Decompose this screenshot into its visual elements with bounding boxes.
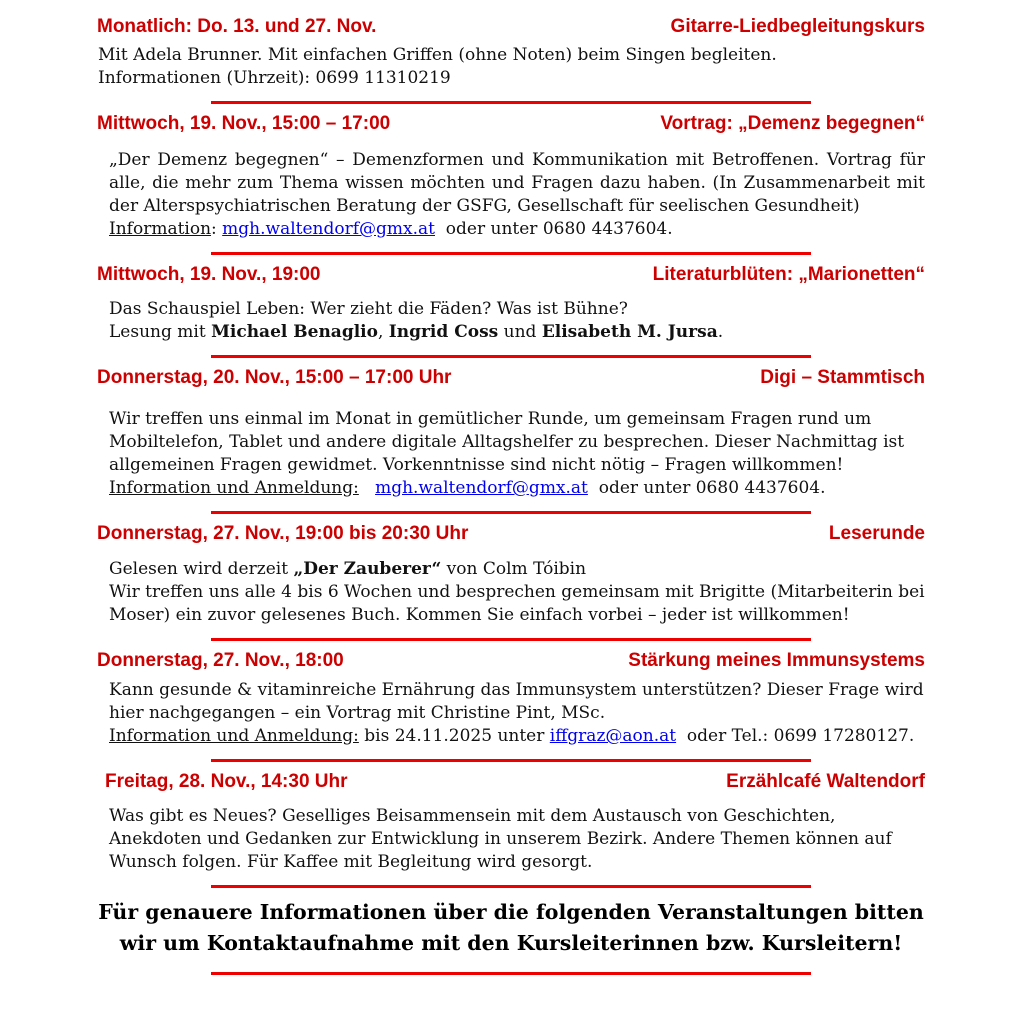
paragraph — [98, 67, 925, 90]
footer-note — [97, 897, 925, 959]
event-date: Donnerstag, 20. Nov., 15:00 – 17:00 Uhr — [97, 367, 452, 388]
bottom-divider — [211, 972, 811, 975]
event-title: Literaturblüten: „Marionetten“ — [652, 264, 925, 285]
event-date: Monatlich: Do. 13. und 27. Nov. — [97, 16, 377, 37]
text-run: . — [717, 322, 724, 342]
text-run: und — [498, 322, 542, 342]
event-section-digi-stammtisch — [97, 367, 925, 500]
event-section-literaturblueten-marionetten — [97, 264, 925, 344]
section-divider — [211, 252, 811, 255]
event-section-gitarre-liedbegleitungskurs — [97, 16, 925, 90]
paragraph — [109, 149, 931, 218]
event-date: Donnerstag, 27. Nov., 19:00 bis 20:30 Uhr — [97, 523, 469, 544]
text-run: bis 24.11.2025 unter — [358, 726, 550, 746]
event-header — [97, 523, 925, 545]
footer-note-line: wir um Kontaktaufnahme mit den Kursleiterinnen bzw. Kursleitern! — [119, 931, 903, 955]
text-run: : — [211, 219, 223, 239]
paragraph — [109, 477, 925, 500]
event-header — [97, 650, 925, 672]
event-title: Digi – Stammtisch — [760, 367, 925, 388]
paragraph — [98, 44, 925, 67]
email-link[interactable]: mgh.waltendorf@gmx.at — [222, 219, 435, 239]
section-divider — [211, 885, 811, 888]
text-run: Michael Benaglio — [211, 322, 378, 342]
event-title: Erzählcafé Waltendorf — [726, 771, 925, 792]
text-run: Was gibt es Neues? Geselliges Beisammensein mit dem Austausch von Geschichten, Anekdoten und Gedanken zur Entwicklung in unserem Bezirk. Andere Themen können auf Wunsch folgen. Für Kaffee mit Begleitung wird gesorgt. — [109, 806, 898, 872]
email-link[interactable]: mgh.waltendorf@gmx.at — [375, 478, 588, 498]
paragraph — [109, 679, 929, 725]
event-body — [97, 44, 925, 90]
text-run: Lesung mit — [109, 322, 212, 342]
text-run: Kann gesunde & vitaminreiche Ernährung das Immunsystem unterstützen? Dieser Frage wird hier nachgegangen – ein Vortrag mit Christine Pint, MSc. — [109, 680, 929, 723]
section-divider — [211, 759, 811, 762]
event-body — [97, 805, 925, 874]
paragraph — [109, 581, 931, 627]
event-section-staerkung-immunsystem — [97, 650, 929, 748]
footer-note-line: Für genauere Informationen über die folgenden Veranstaltungen bitten — [98, 900, 924, 924]
event-header — [97, 16, 925, 38]
section-divider — [211, 101, 811, 104]
event-body — [97, 149, 931, 241]
event-header — [97, 113, 925, 135]
text-run: Gelesen wird derzeit — [109, 559, 294, 579]
paragraph — [109, 298, 925, 321]
text-run: oder Tel.: 0699 17280127. — [676, 726, 915, 746]
text-run: Information und Anmeldung: — [109, 478, 359, 498]
text-run: Elisabeth M. Jursa — [541, 322, 718, 342]
event-title: Leserunde — [828, 523, 925, 544]
event-body — [97, 679, 929, 748]
text-run: Information — [109, 219, 212, 239]
text-run: oder unter 0680 4437604. — [587, 478, 826, 498]
text-run: Ingrid Coss — [388, 322, 499, 342]
text-run: Wir treffen uns alle 4 bis 6 Wochen und besprechen gemeinsam mit Brigitte (Mitarbeiterin bei Moser) ein zuvor gelesenes Buch. Kommen Sie einfach vorbei – jeder ist willkommen! — [109, 582, 931, 625]
text-run: Information und Anmeldung: — [109, 726, 359, 746]
event-section-leserunde — [97, 523, 931, 627]
text-run — [359, 478, 375, 498]
event-title: Vortrag: „Demenz begegnen“ — [660, 113, 925, 134]
event-date: Mittwoch, 19. Nov., 15:00 – 17:00 — [97, 113, 391, 134]
event-title: Gitarre-Liedbegleitungskurs — [670, 16, 925, 37]
event-date: Freitag, 28. Nov., 14:30 Uhr — [105, 771, 348, 792]
paragraph — [109, 218, 925, 241]
text-run: , — [377, 322, 389, 342]
event-header — [97, 771, 925, 793]
event-date: Mittwoch, 19. Nov., 19:00 — [97, 264, 321, 285]
section-divider — [211, 638, 811, 641]
paragraph — [109, 408, 925, 477]
section-divider — [211, 511, 811, 514]
event-section-vortrag-demenz-begegnen — [97, 113, 931, 241]
text-run: Das Schauspiel Leben: Wer zieht die Fäden? Was ist Bühne? — [109, 299, 628, 319]
text-run: oder unter 0680 4437604. — [435, 219, 673, 239]
event-header — [97, 367, 925, 389]
text-run: Wir treffen uns einmal im Monat in gemütlicher Runde, um gemeinsam Fragen rund um Mobiltelefon, Tablet und andere digitale Alltagshelfer zu besprechen. Dieser Nachmittag ist allgemeinen Fragen gewidmet. Vorkenntnisse sind nicht nötig – Fragen willkommen! — [109, 409, 910, 475]
paragraph — [109, 805, 925, 874]
event-date: Donnerstag, 27. Nov., 18:00 — [97, 650, 344, 671]
event-body — [97, 298, 925, 344]
paragraph — [109, 321, 925, 344]
paragraph — [109, 558, 925, 581]
text-run: Informationen (Uhrzeit): 0699 11310219 — [98, 68, 451, 88]
text-run: Mit Adela Brunner. Mit einfachen Griffen (ohne Noten) beim Singen begleiten. — [98, 45, 777, 65]
text-run: „Der Demenz begegnen“ – Demenzformen und Kommunikation mit Betroffenen. Vortrag für alle, die mehr zum Thema wissen möchten und Fragen dazu haben. (In Zusammenarbeit mit der Alterspsychiatrischen Beratung der GSFG, Gesellschaft für seelischen Gesundheit) — [109, 150, 931, 216]
event-header — [97, 264, 925, 286]
sections-root — [97, 16, 931, 888]
text-run: „Der Zauberer“ — [293, 559, 442, 579]
text-run: von Colm Tóibin — [441, 559, 587, 579]
email-link[interactable]: iffgraz@aon.at — [549, 726, 677, 746]
event-title: Stärkung meines Immunsystems — [628, 650, 925, 671]
section-divider — [211, 355, 811, 358]
paragraph — [109, 725, 925, 748]
event-body — [97, 558, 931, 627]
event-section-erzaehlcafe-waltendorf — [97, 771, 925, 874]
event-body — [97, 408, 925, 500]
